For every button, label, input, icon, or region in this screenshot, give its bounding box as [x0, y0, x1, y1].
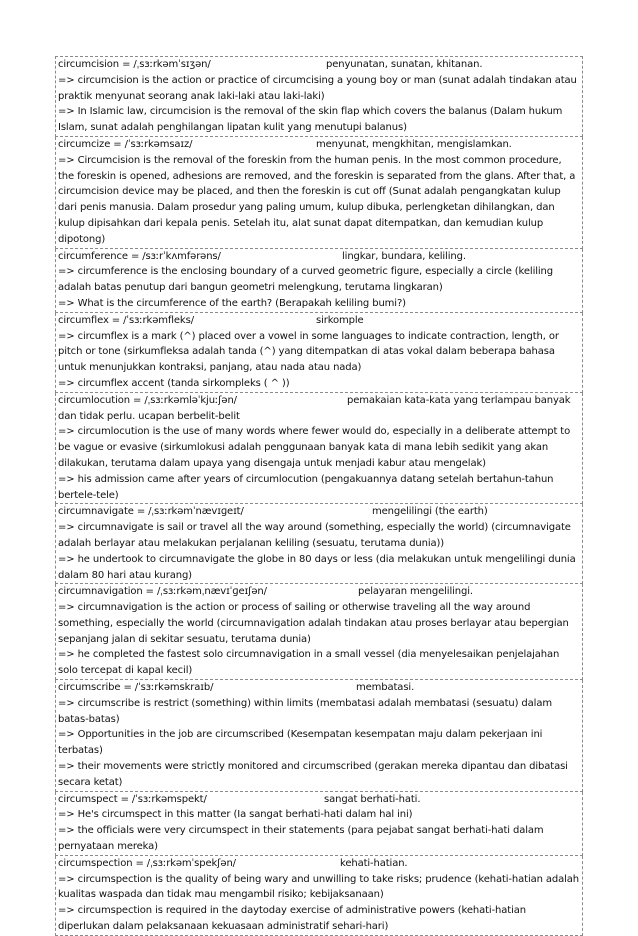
example-line: => circumflex accent (tanda sirkompleks ( ^ )): [58, 377, 290, 389]
example-line: => circumspection is the quality of being wary and unwilling to take risks; prudence (kehati-hatian adalah kualitas waspada dan tidak mau mengambil risiko; kebijaksanaan): [58, 873, 580, 901]
example-line: => He's circumspect in this matter (Ia sangat berhati-hati dalam hal ini): [58, 809, 413, 821]
example-line: => What is the circumference of the earth? (Berapakah keliling bumi?): [58, 297, 406, 309]
headword: circumscribe = /ˈsɜːrkəmskraɪb/: [58, 682, 214, 694]
entry-head: [58, 393, 580, 425]
entry-circumnavigate: [55, 504, 583, 584]
entry-circumscribe: [55, 680, 583, 792]
example-line: => the officials were very circumspect in their statements (para pejabat sangat berhati-hati dalam pernyataan mereka): [58, 825, 544, 853]
example-line: => Opportunities in the job are circumscribed (Kesempatan kesempatan maju dalam pekerjaan ini terbatas): [58, 729, 543, 757]
dictionary-page: [55, 56, 583, 936]
example-line: => circumflex is a mark (^) placed over a vowel in some languages to indicate contraction, length, or pitch or tone (sirkumfleksa adalah tanda (^) yang ditempatkan di atas vokal dalam beberapa bahasa untuk menunjukkan kontraksi, panjang, atau nada atau nada): [58, 330, 559, 374]
headword: circumcize = /ˈsɜːrkəmsaɪz/: [58, 138, 193, 150]
entry-head: [58, 792, 580, 808]
headword: circumlocution = /ˌsɜːrkəmləˈkjuːʃən/: [58, 394, 237, 406]
entry-head: [58, 57, 580, 73]
headword: circumspection = /ˌsɜːrkəmˈspekʃən/: [58, 857, 236, 869]
entry-head: [58, 249, 580, 265]
headword: circumnavigation = /ˌsɜːrkəmˌnævɪˈɡeɪʃən/: [58, 586, 267, 598]
meaning: sirkomple: [316, 314, 364, 326]
meaning: pelayaran mengelilingi.: [358, 586, 473, 598]
example-line: => Circumcision is the removal of the foreskin from the human penis. In the most common procedure, the foreskin is opened, adhesions are removed, and the foreskin is separated from the glans. After that, a circumcision device may be placed, and then the foreskin is cut off (Sunat adalah pengangkatan kulup dari penis manusia. Dalam prosedur yang paling umum, kulup dibuka, perlengketan dihilangkan, dan kulup dipisahkan dari kepala penis. Setelah itu, alat sunat dapat ditempatkan, dan kemudian kulup dipotong): [58, 154, 576, 245]
meaning: pemakaian kata-kata yang terlampau banyak dan tidak perlu. ucapan berbelit-belit: [58, 394, 571, 422]
entry-head: [58, 856, 580, 872]
meaning: penyunatan, sunatan, khitanan.: [326, 59, 483, 70]
example-line: => In Islamic law, circumcision is the removal of the skin flap which covers the balanus (Dalam hukum Islam, sunat adalah penghilangan lipatan kulit yang menutupi balanus): [58, 106, 563, 134]
entry-circumlocution: [55, 393, 583, 505]
example-line: => circumscribe is restrict (something) within limits (membatasi adalah membatasi (sesuatu) dalam batas-batas): [58, 697, 552, 725]
example-line: => he completed the fastest solo circumnavigation in a small vessel (dia menyelesaikan penjelajahan solo tercepat di kapal kecil): [58, 649, 560, 677]
example-line: => circumference is the enclosing boundary of a curved geometric figure, especially a circle (keliling adalah batas penutup dari bangun geometri melengkung, terutama lingkaran): [58, 266, 553, 294]
headword: circumnavigate = /ˌsɜːrkəmˈnævɪɡeɪt/: [58, 506, 244, 518]
example-line: => circumnavigation is the action or process of sailing or otherwise traveling all the way around something, especially the world (circumnavigation adalah tindakan atau proses berlayar atau bepergian sepanjang jalan di sekitar sesuatu, terutama dunia): [58, 602, 569, 645]
entry-circumcize: [55, 137, 583, 249]
example-line: => his admission came after years of circumlocution (pengakuannya datang setelah bertahun-tahun bertele-tele): [58, 473, 554, 501]
entry-circumcision: [55, 56, 583, 137]
meaning: membatasi.: [356, 682, 415, 694]
entry-circumflex: [55, 313, 583, 393]
meaning: menyunat, mengkhitan, mengislamkan.: [316, 138, 512, 150]
entry-head: [58, 504, 580, 520]
headword: circumference = /sɜːrˈkʌmfərəns/: [58, 250, 221, 262]
entry-circumspect: [55, 792, 583, 856]
example-line: => he undertook to circumnavigate the globe in 80 days or less (dia melakukan untuk mengelilingi dunia dalam 80 hari atau kurang): [58, 553, 576, 581]
example-line: => their movements were strictly monitored and circumscribed (gerakan mereka dipantau dan dibatasi secara ketat): [58, 761, 568, 788]
entry-circumference: [55, 249, 583, 313]
entry-circumnavigation: [55, 584, 583, 680]
headword: circumcision = /ˌsɜːrkəmˈsɪʒən/: [58, 59, 211, 70]
headword: circumspect = /ˈsɜːrkəmspekt/: [58, 793, 207, 805]
meaning: lingkar, bundara, keliling.: [342, 250, 466, 262]
meaning: sangat berhati-hati.: [324, 793, 421, 805]
entry-head: [58, 137, 580, 153]
entry-head: [58, 584, 580, 600]
meaning: kehati-hatian.: [340, 857, 408, 869]
example-line: => circumnavigate is sail or travel all the way around (something, especially the world) (circumnavigate adalah berlayar atau melakukan perjalanan keliling (sesuatu, terutama dunia)): [58, 522, 571, 549]
headword: circumflex = /ˈsɜːrkəmfleks/: [58, 314, 194, 326]
meaning: mengelilingi (the earth): [372, 506, 488, 518]
example-line: => circumcision is the action or practice of circumcising a young boy or man (sunat adalah tindakan atau praktik menyunat seorang anak laki-laki atau laki-laki): [58, 74, 577, 102]
entry-head: [58, 680, 580, 696]
entry-circumspection: [55, 856, 583, 936]
example-line: => circumspection is required in the daytoday exercise of administrative powers (kehati-hatian diperlukan dalam pelaksanaan kekuasaan administratif sehari-hari): [58, 905, 526, 933]
example-line: => circumlocution is the use of many words where fewer would do, especially in a deliberate attempt to be vague or evasive (sirkumlokusi adalah penggunaan banyak kata di mana lebih sedikit yang akan dilakukan, terutama dalam upaya yang disengaja untuk menjadi kabur atau mengelak): [58, 426, 571, 469]
entry-head: [58, 313, 580, 329]
